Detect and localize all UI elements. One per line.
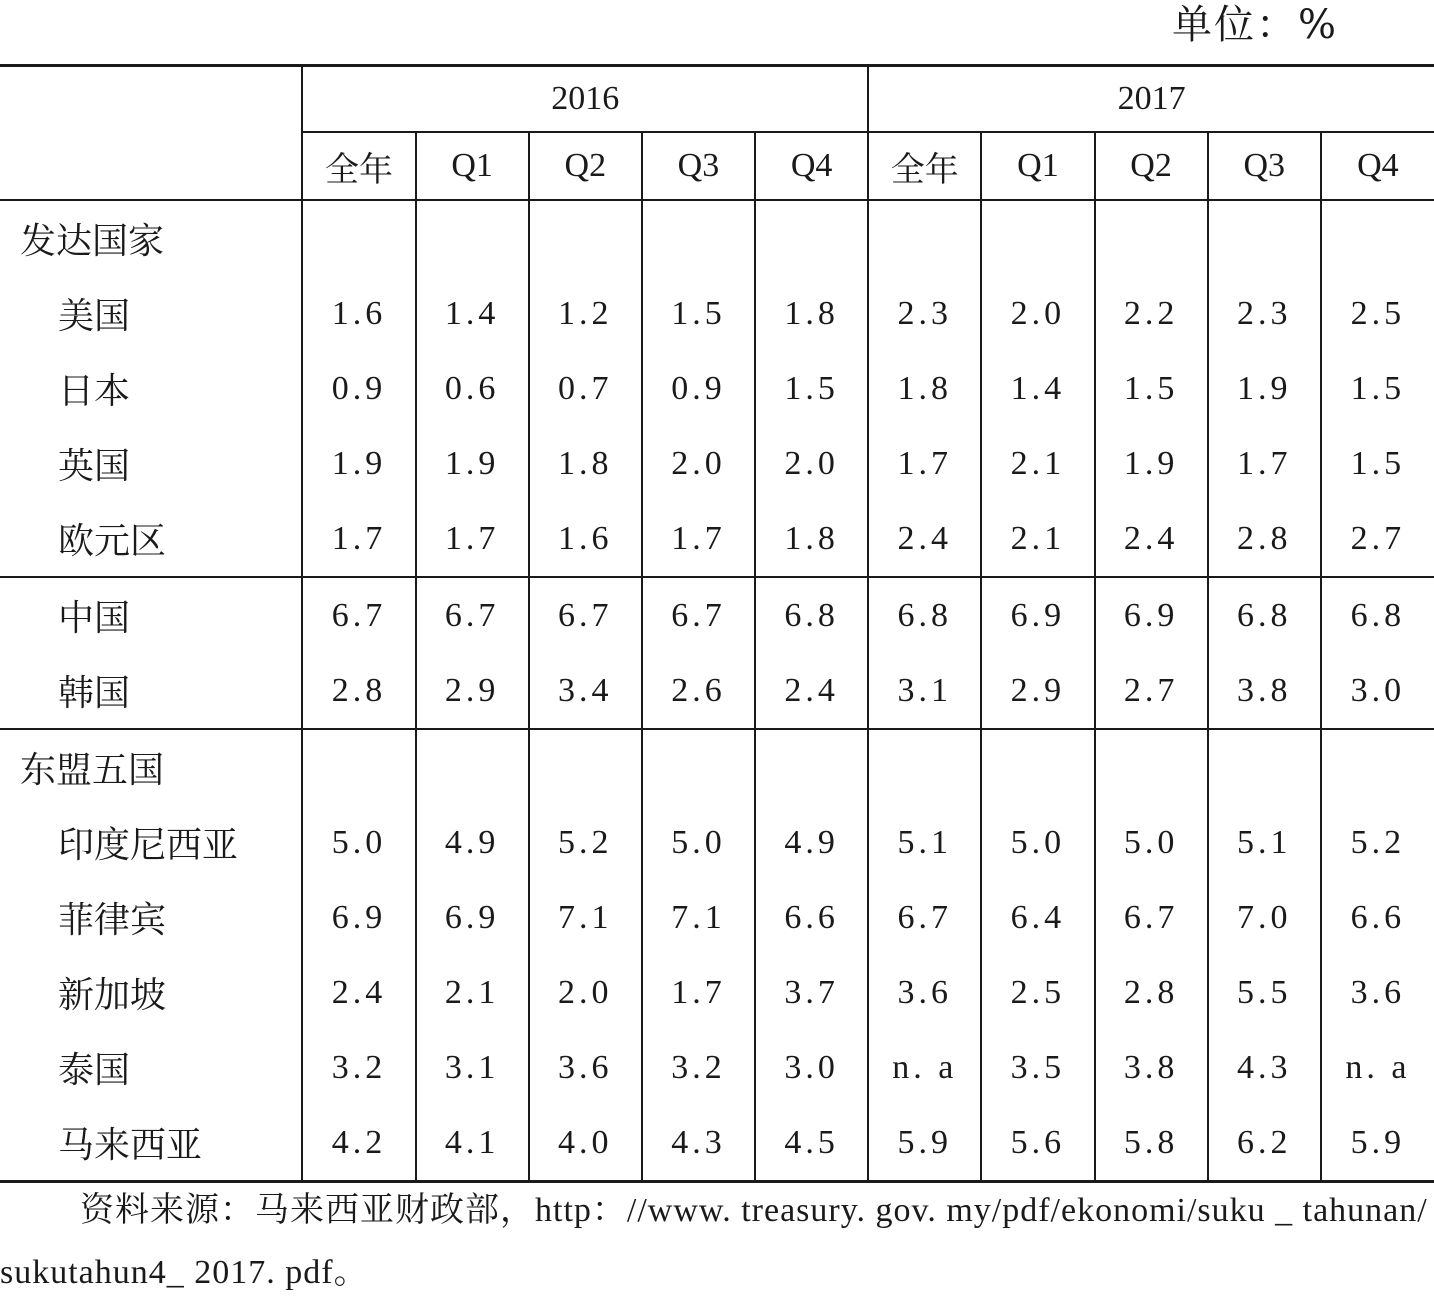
value-cell: 1.7 [642, 501, 755, 577]
value-cell: 1.9 [1208, 351, 1321, 426]
value-cell: 3.2 [302, 1030, 415, 1105]
section-label: 东盟五国 [0, 729, 302, 805]
value-cell: 6.7 [529, 577, 642, 653]
empty-cell [1095, 729, 1208, 805]
value-cell: 5.0 [642, 805, 755, 880]
value-cell: 4.1 [416, 1105, 529, 1182]
value-cell: 2.9 [981, 653, 1094, 729]
value-cell: 5.6 [981, 1105, 1094, 1182]
quarter-header: Q4 [1321, 132, 1434, 200]
row-label: 新加坡 [58, 975, 167, 1016]
empty-cell [868, 729, 981, 805]
value-cell: 2.6 [642, 653, 755, 729]
row-label: 韩国 [58, 673, 131, 714]
value-cell: 1.6 [302, 276, 415, 351]
value-cell: 1.7 [416, 501, 529, 577]
value-cell: 4.3 [642, 1105, 755, 1182]
quarter-header: Q3 [642, 132, 755, 200]
value-cell: 2.8 [302, 653, 415, 729]
empty-cell [981, 200, 1094, 276]
empty-cell [1208, 200, 1321, 276]
value-cell: 4.3 [1208, 1030, 1321, 1105]
gdp-growth-table [0, 64, 1434, 1183]
value-cell: 2.0 [755, 426, 868, 501]
value-cell: 5.2 [529, 805, 642, 880]
value-cell: 5.8 [1095, 1105, 1208, 1182]
value-cell: 0.7 [529, 351, 642, 426]
value-cell: 1.7 [302, 501, 415, 577]
row-label: 日本 [58, 371, 131, 412]
unit-label: 单位：% [1171, 2, 1338, 48]
value-cell: 2.7 [1095, 653, 1208, 729]
value-cell: 1.5 [642, 276, 755, 351]
value-cell: 5.9 [868, 1105, 981, 1182]
table-row [0, 577, 1434, 653]
row-label: 英国 [58, 446, 131, 487]
value-cell: 3.7 [755, 955, 868, 1030]
value-cell: 6.8 [868, 577, 981, 653]
value-cell: 2.5 [981, 955, 1094, 1030]
value-cell: 4.9 [755, 805, 868, 880]
value-cell: 3.6 [529, 1030, 642, 1105]
value-cell: 6.8 [1321, 577, 1434, 653]
quarter-header: 全年 [302, 132, 415, 200]
value-cell: 2.0 [642, 426, 755, 501]
empty-cell [302, 729, 415, 805]
value-cell: 6.7 [1095, 880, 1208, 955]
table-row [0, 1030, 1434, 1105]
value-cell: 4.0 [529, 1105, 642, 1182]
value-cell: 2.2 [1095, 276, 1208, 351]
value-cell: 3.5 [981, 1030, 1094, 1105]
value-cell: 6.8 [755, 577, 868, 653]
section-header-row [0, 729, 1434, 805]
value-cell: 2.7 [1321, 501, 1434, 577]
value-cell: 3.8 [1095, 1030, 1208, 1105]
table-row [0, 1105, 1434, 1182]
value-cell: 3.1 [868, 653, 981, 729]
row-label: 中国 [0, 577, 302, 653]
quarter-header: Q4 [755, 132, 868, 200]
value-cell: 3.0 [755, 1030, 868, 1105]
value-cell: 6.6 [1321, 880, 1434, 955]
value-cell: n. a [1321, 1030, 1434, 1105]
value-cell: 5.0 [1095, 805, 1208, 880]
table-row [0, 351, 1434, 426]
table-row [0, 880, 1434, 955]
value-cell: 1.2 [529, 276, 642, 351]
quarter-header: Q3 [1208, 132, 1321, 200]
value-cell: 0.9 [642, 351, 755, 426]
value-cell: 6.7 [642, 577, 755, 653]
empty-cell [416, 729, 529, 805]
value-cell: 4.2 [302, 1105, 415, 1182]
value-cell: 1.8 [755, 276, 868, 351]
value-cell: 6.9 [416, 880, 529, 955]
value-cell: 1.4 [416, 276, 529, 351]
value-cell: 2.4 [868, 501, 981, 577]
quarter-header: 全年 [868, 132, 981, 200]
value-cell: n. a [868, 1030, 981, 1105]
value-cell: 6.9 [981, 577, 1094, 653]
value-cell: 1.5 [1321, 351, 1434, 426]
empty-cell [755, 200, 868, 276]
row-label: 美国 [58, 296, 131, 337]
value-cell: 6.4 [981, 880, 1094, 955]
table-row [0, 653, 1434, 729]
empty-cell [1321, 200, 1434, 276]
empty-cell [529, 729, 642, 805]
row-label: 欧元区 [58, 521, 167, 562]
value-cell: 2.4 [302, 955, 415, 1030]
value-cell: 6.7 [416, 577, 529, 653]
value-cell: 2.8 [1095, 955, 1208, 1030]
value-cell: 7.1 [642, 880, 755, 955]
year-header-row [0, 66, 1434, 133]
value-cell: 1.9 [302, 426, 415, 501]
row-label: 印度尼西亚 [58, 825, 239, 866]
value-cell: 2.9 [416, 653, 529, 729]
value-cell: 3.1 [416, 1030, 529, 1105]
table-row [0, 426, 1434, 501]
section-label: 发达国家 [20, 221, 165, 262]
table-header [0, 66, 1434, 201]
value-cell: 5.0 [981, 805, 1094, 880]
value-cell: 3.8 [1208, 653, 1321, 729]
value-cell: 3.6 [1321, 955, 1434, 1030]
source-note: 资料来源：马来西亚财政部，http：//www. treasury. gov. my/pdf/ekonomi/suku _ tahunan/sukutahun4_ 2017. pdf。 [0, 1192, 1428, 1291]
value-cell: 2.0 [529, 955, 642, 1030]
value-cell: 1.8 [529, 426, 642, 501]
value-cell: 3.4 [529, 653, 642, 729]
year-header-2016: 2016 [302, 66, 868, 133]
empty-cell [1208, 729, 1321, 805]
value-cell: 1.7 [642, 955, 755, 1030]
value-cell: 2.1 [981, 501, 1094, 577]
value-cell: 1.9 [416, 426, 529, 501]
row-label: 菲律宾 [58, 900, 167, 941]
empty-cell [868, 200, 981, 276]
value-cell: 6.6 [755, 880, 868, 955]
value-cell: 5.1 [1208, 805, 1321, 880]
value-cell: 0.9 [302, 351, 415, 426]
value-cell: 2.0 [981, 276, 1094, 351]
value-cell: 6.9 [302, 880, 415, 955]
value-cell: 1.9 [1095, 426, 1208, 501]
value-cell: 5.5 [1208, 955, 1321, 1030]
value-cell: 1.7 [1208, 426, 1321, 501]
value-cell: 5.9 [1321, 1105, 1434, 1182]
value-cell: 6.2 [1208, 1105, 1321, 1182]
table-row [0, 276, 1434, 351]
value-cell: 1.8 [755, 501, 868, 577]
value-cell: 2.3 [868, 276, 981, 351]
value-cell: 2.1 [981, 426, 1094, 501]
section-header-row [0, 200, 1434, 276]
value-cell: 4.9 [416, 805, 529, 880]
empty-cell [642, 200, 755, 276]
table-row [0, 501, 1434, 577]
quarter-header: Q2 [1095, 132, 1208, 200]
value-cell: 1.5 [755, 351, 868, 426]
value-cell: 7.0 [1208, 880, 1321, 955]
value-cell: 5.0 [302, 805, 415, 880]
value-cell: 6.7 [302, 577, 415, 653]
quarter-header: Q2 [529, 132, 642, 200]
empty-cell [981, 729, 1094, 805]
empty-cell [1095, 200, 1208, 276]
quarter-header: Q1 [981, 132, 1094, 200]
value-cell: 3.0 [1321, 653, 1434, 729]
value-cell: 2.4 [755, 653, 868, 729]
value-cell: 2.1 [416, 955, 529, 1030]
empty-cell [302, 200, 415, 276]
value-cell: 1.6 [529, 501, 642, 577]
value-cell: 2.5 [1321, 276, 1434, 351]
value-cell: 1.4 [981, 351, 1094, 426]
value-cell: 5.2 [1321, 805, 1434, 880]
value-cell: 1.8 [868, 351, 981, 426]
empty-cell [755, 729, 868, 805]
value-cell: 6.7 [868, 880, 981, 955]
value-cell: 2.4 [1095, 501, 1208, 577]
empty-cell [1321, 729, 1434, 805]
value-cell: 1.5 [1321, 426, 1434, 501]
value-cell: 0.6 [416, 351, 529, 426]
value-cell: 3.2 [642, 1030, 755, 1105]
empty-cell [642, 729, 755, 805]
year-header-2017: 2017 [868, 66, 1434, 133]
value-cell: 6.9 [1095, 577, 1208, 653]
value-cell: 2.3 [1208, 276, 1321, 351]
table-row [0, 805, 1434, 880]
value-cell: 6.8 [1208, 577, 1321, 653]
value-cell: 1.5 [1095, 351, 1208, 426]
table-row [0, 955, 1434, 1030]
value-cell: 4.5 [755, 1105, 868, 1182]
quarter-header: Q1 [416, 132, 529, 200]
value-cell: 7.1 [529, 880, 642, 955]
value-cell: 1.7 [868, 426, 981, 501]
value-cell: 3.6 [868, 955, 981, 1030]
header-corner-cell [0, 66, 302, 201]
value-cell: 2.8 [1208, 501, 1321, 577]
empty-cell [416, 200, 529, 276]
value-cell: 5.1 [868, 805, 981, 880]
row-label: 马来西亚 [58, 1125, 203, 1166]
row-label: 泰国 [58, 1050, 131, 1091]
table-body [0, 200, 1434, 1182]
empty-cell [529, 200, 642, 276]
